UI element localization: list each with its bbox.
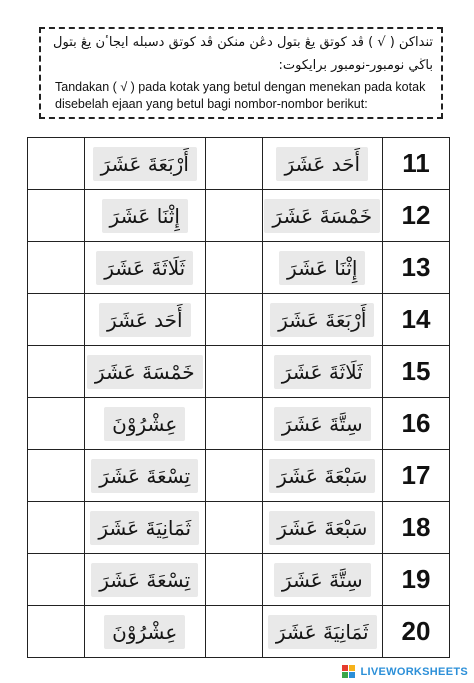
table-row [28, 450, 450, 502]
option-a-cell [262, 294, 383, 346]
row-number: 15 [383, 346, 450, 398]
option-a-word: سِتَّةَ عَشَرَ [274, 563, 371, 597]
checkbox-option-b[interactable] [28, 346, 85, 398]
row-number: 13 [383, 242, 450, 294]
option-b-cell [85, 606, 206, 658]
option-b-cell [85, 502, 206, 554]
option-b-word: ثَلَاثَةَ عَشَرَ [96, 251, 193, 285]
option-b-cell [85, 346, 206, 398]
option-a-word: خَمْسَةَ عَشَرَ [264, 199, 380, 233]
answer-table [27, 137, 450, 658]
option-a-word: سَبْعَةَ عَشَرَ [269, 511, 375, 545]
checkbox-option-a[interactable] [205, 294, 262, 346]
table-row [28, 606, 450, 658]
row-number: 17 [383, 450, 450, 502]
row-number: 12 [383, 190, 450, 242]
option-b-word: تِسْعَةَ عَشَرَ [91, 459, 198, 493]
option-a-word: سَبْعَةَ عَشَرَ [269, 459, 375, 493]
option-b-word: عِشْرُوْنَ [104, 615, 185, 649]
row-number: 16 [383, 398, 450, 450]
checkbox-option-a[interactable] [205, 606, 262, 658]
option-a-cell [262, 606, 383, 658]
option-a-word: أَرْبَعَةَ عَشَرَ [270, 303, 374, 337]
checkbox-option-a[interactable] [205, 398, 262, 450]
option-a-word: ثَلَاثَةَ عَشَرَ [274, 355, 371, 389]
table-row [28, 398, 450, 450]
checkbox-option-b[interactable] [28, 294, 85, 346]
table-row [28, 554, 450, 606]
option-b-cell [85, 398, 206, 450]
option-b-word: تِسْعَةَ عَشَرَ [91, 563, 198, 597]
row-number: 19 [383, 554, 450, 606]
checkbox-option-a[interactable] [205, 346, 262, 398]
liveworksheets-footer [342, 664, 469, 680]
instructions-box [39, 27, 443, 119]
row-number: 14 [383, 294, 450, 346]
row-number: 11 [383, 138, 450, 190]
option-b-cell [85, 294, 206, 346]
option-a-word: ثَمَانِيَةَ عَشَرَ [268, 615, 377, 649]
liveworksheets-logo-icon [342, 665, 358, 679]
row-number: 20 [383, 606, 450, 658]
checkbox-option-b[interactable] [28, 138, 85, 190]
option-b-word: ثَمَانِيَةَ عَشَرَ [90, 511, 199, 545]
option-a-cell [262, 450, 383, 502]
checkbox-option-b[interactable] [28, 606, 85, 658]
option-b-cell [85, 554, 206, 606]
table-row [28, 294, 450, 346]
checkbox-option-b[interactable] [28, 398, 85, 450]
instructions-jawi: تنداكن ( √ ) ڤد كوتق يڠ بتول دڠن منكن ڤد كوتق دسبله ايجاٴن يڠ بتول باڬي نومبور-نومبور برايكوت: [53, 35, 433, 73]
option-a-word: إِثْنَا عَشَرَ [279, 251, 365, 285]
instructions-malay: Tandakan ( √ ) pada kotak yang betul dengan menekan pada kotak disebelah ejaan yang betul bagi nombor-nombor berikut: [55, 80, 426, 111]
option-b-word: أَرْبَعَةَ عَشَرَ [93, 147, 197, 181]
table-row [28, 346, 450, 398]
checkbox-option-a[interactable] [205, 450, 262, 502]
checkbox-option-a[interactable] [205, 242, 262, 294]
option-b-cell [85, 450, 206, 502]
table-row [28, 190, 450, 242]
option-a-cell [262, 138, 383, 190]
table-row [28, 242, 450, 294]
checkbox-option-a[interactable] [205, 190, 262, 242]
table-row [28, 502, 450, 554]
checkbox-option-b[interactable] [28, 450, 85, 502]
checkbox-option-a[interactable] [205, 138, 262, 190]
option-a-cell [262, 346, 383, 398]
option-b-word: إِثْنَا عَشَرَ [102, 199, 188, 233]
option-b-word: عِشْرُوْنَ [104, 407, 185, 441]
checkbox-option-a[interactable] [205, 554, 262, 606]
option-a-word: سِتَّةَ عَشَرَ [274, 407, 371, 441]
checkbox-option-b[interactable] [28, 554, 85, 606]
option-b-cell [85, 242, 206, 294]
option-b-cell [85, 138, 206, 190]
option-b-word: أَحَد عَشَرَ [99, 303, 191, 337]
option-a-cell [262, 242, 383, 294]
option-a-cell [262, 398, 383, 450]
checkbox-option-b[interactable] [28, 190, 85, 242]
row-number: 18 [383, 502, 450, 554]
option-a-cell [262, 190, 383, 242]
option-a-word: أَحَد عَشَرَ [276, 147, 368, 181]
liveworksheets-brand: LIVEWORKSHEETS [360, 666, 468, 678]
option-b-word: خَمْسَةَ عَشَرَ [87, 355, 203, 389]
checkbox-option-a[interactable] [205, 502, 262, 554]
table-row [28, 138, 450, 190]
checkbox-option-b[interactable] [28, 502, 85, 554]
checkbox-option-b[interactable] [28, 242, 85, 294]
option-a-cell [262, 502, 383, 554]
option-a-cell [262, 554, 383, 606]
option-b-cell [85, 190, 206, 242]
